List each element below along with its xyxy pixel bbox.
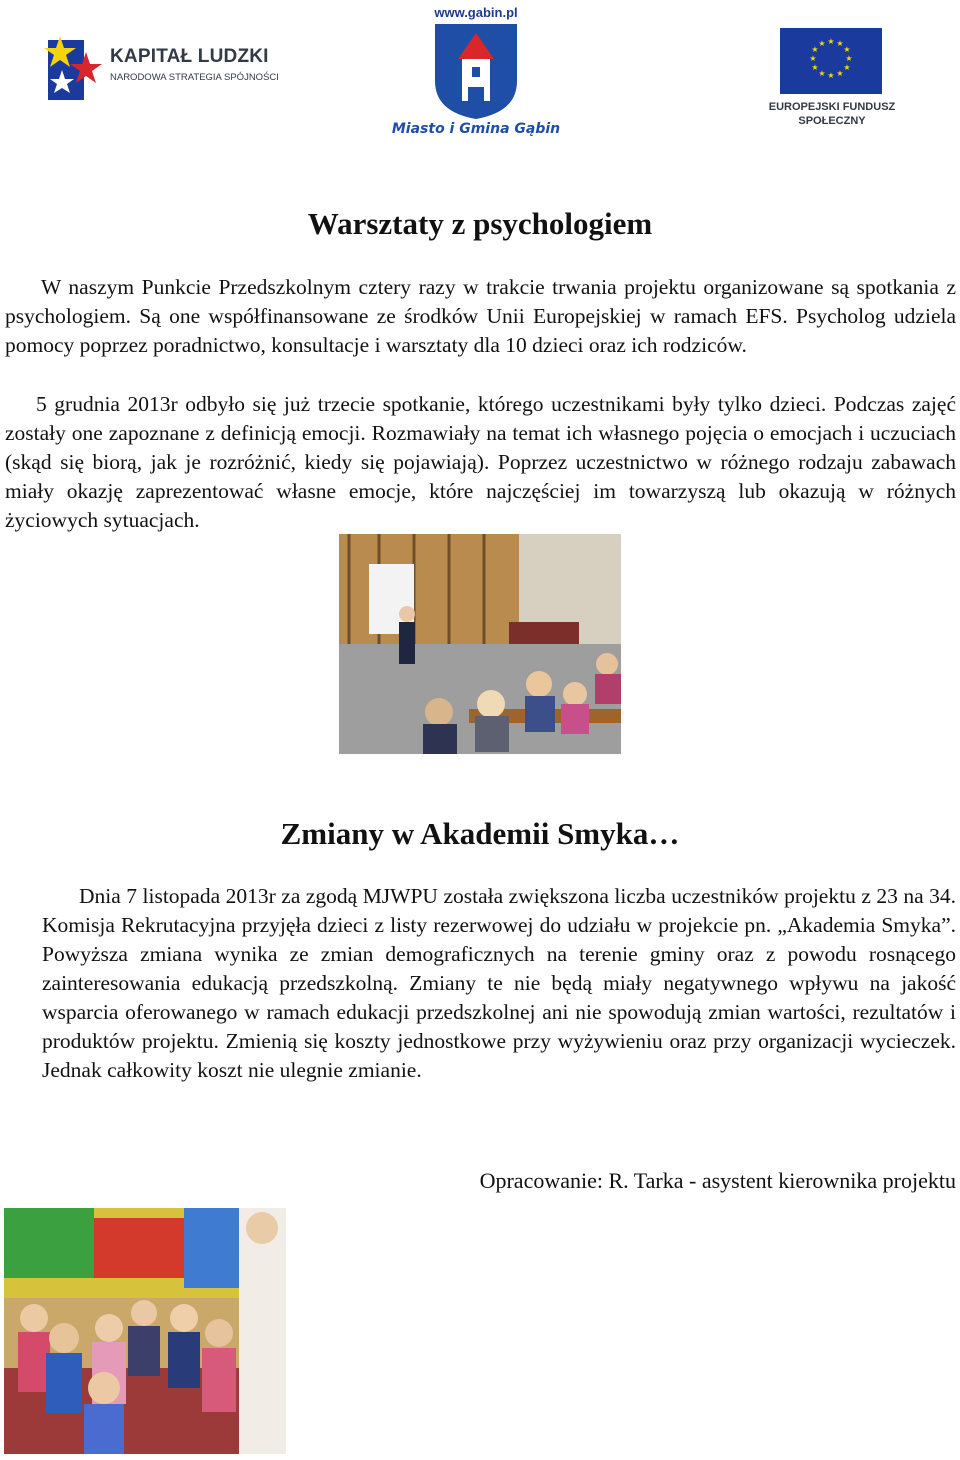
- svg-text:★: ★: [827, 71, 835, 80]
- svg-text:★: ★: [836, 69, 844, 78]
- svg-text:★: ★: [811, 45, 819, 54]
- svg-text:★: ★: [836, 39, 844, 48]
- signature: Opracowanie: R. Tarka - asystent kierownika projektu: [479, 1168, 956, 1193]
- gabin-logo: [388, 5, 564, 143]
- gabin-name: Miasto i Gmina Gąbin: [391, 121, 561, 137]
- eu-fund-logo: [762, 28, 902, 132]
- section2-title: Zmiany w Akademii Smyka…: [280, 816, 680, 851]
- svg-text:★: ★: [843, 45, 851, 54]
- classroom-photo: [4, 1208, 286, 1454]
- workshop-photo: [339, 534, 621, 754]
- svg-text:★: ★: [843, 63, 851, 72]
- gabin-url: www.gabin.pl: [434, 5, 518, 20]
- kapital-ludzki-emblem-icon: [42, 30, 102, 110]
- classroom-photo-image: [4, 1208, 286, 1454]
- section2-paragraph: Dnia 7 listopada 2013r za zgodą MJWPU została zwiększona liczba uczestników projektu z 23 na 34. Komisja Rekrutacyjna przyjęła dzieci z listy rezerwowej do udziału w projekcie pn. „Akademia Smyka”. Powyższa zmiana wynika ze zmian demograficznych na terenie gminy oraz z powodu rosnącego zainteresowania edukacją przedszkolną. Zmiany te nie będą miały negatywnego wpływu na jakość wsparcia oferowanego w ramach edukacji przedszkolnej ani nie spowodują zmian wartości, rezultatów i produktów projektu. Zmienią się koszty jednostkowe przy wyżywieniu oraz przy organizacji wycieczek. Jednak całkowity koszt nie ulegnie zmianie.: [42, 884, 956, 1082]
- kapital-ludzki-title: KAPITAŁ LUDZKI: [110, 46, 269, 67]
- svg-text:★: ★: [809, 54, 817, 63]
- gabin-crest-icon: [434, 23, 518, 119]
- section1-title: Warsztaty z psychologiem: [307, 206, 653, 241]
- section1-paragraph1: W naszym Punkcie Przedszkolnym cztery razy w trakcie trwania projektu organizowane są spotkania z psychologiem. Są one współfinansowane ze środków Unii Europejskiej w ramach EFS. Psycholog udziela pomocy poprzez poradnictwo, konsultacje i warsztaty dla 10 dzieci oraz ich rodziców.: [5, 275, 956, 357]
- svg-text:★: ★: [811, 63, 819, 72]
- svg-text:★: ★: [818, 39, 826, 48]
- svg-text:★: ★: [827, 37, 835, 46]
- eu-fund-line2: SPOŁECZNY: [798, 115, 866, 127]
- svg-text:★: ★: [818, 69, 826, 78]
- workshop-photo-image: [339, 534, 621, 754]
- kapital-ludzki-subtitle: NARODOWA STRATEGIA SPÓJNOŚCI: [110, 72, 279, 83]
- kapital-ludzki-logo: [42, 30, 292, 110]
- section1-paragraph2: 5 grudnia 2013r odbyło się już trzecie spotkanie, którego uczestnikami były tylko dzieci. Podczas zajęć zostały one zapoznane z definicją emocji. Rozmawiały na temat ich własnego pojęcia o emocjach i uczuciach (skąd się biorą, jak je rozróżnić, kiedy się pojawiają). Poprzez uczestnictwo w różnego rodzaju zabawach miały okazję zaprezentować własne emocje, które najczęściej im towarzyszą lub okazują w różnych życiowych sytuacjach.: [5, 392, 956, 532]
- eu-fund-line1: EUROPEJSKI FUNDUSZ: [768, 101, 896, 113]
- eu-fund-text: [762, 100, 902, 128]
- eu-flag-icon: [780, 28, 882, 94]
- svg-text:★: ★: [845, 54, 853, 63]
